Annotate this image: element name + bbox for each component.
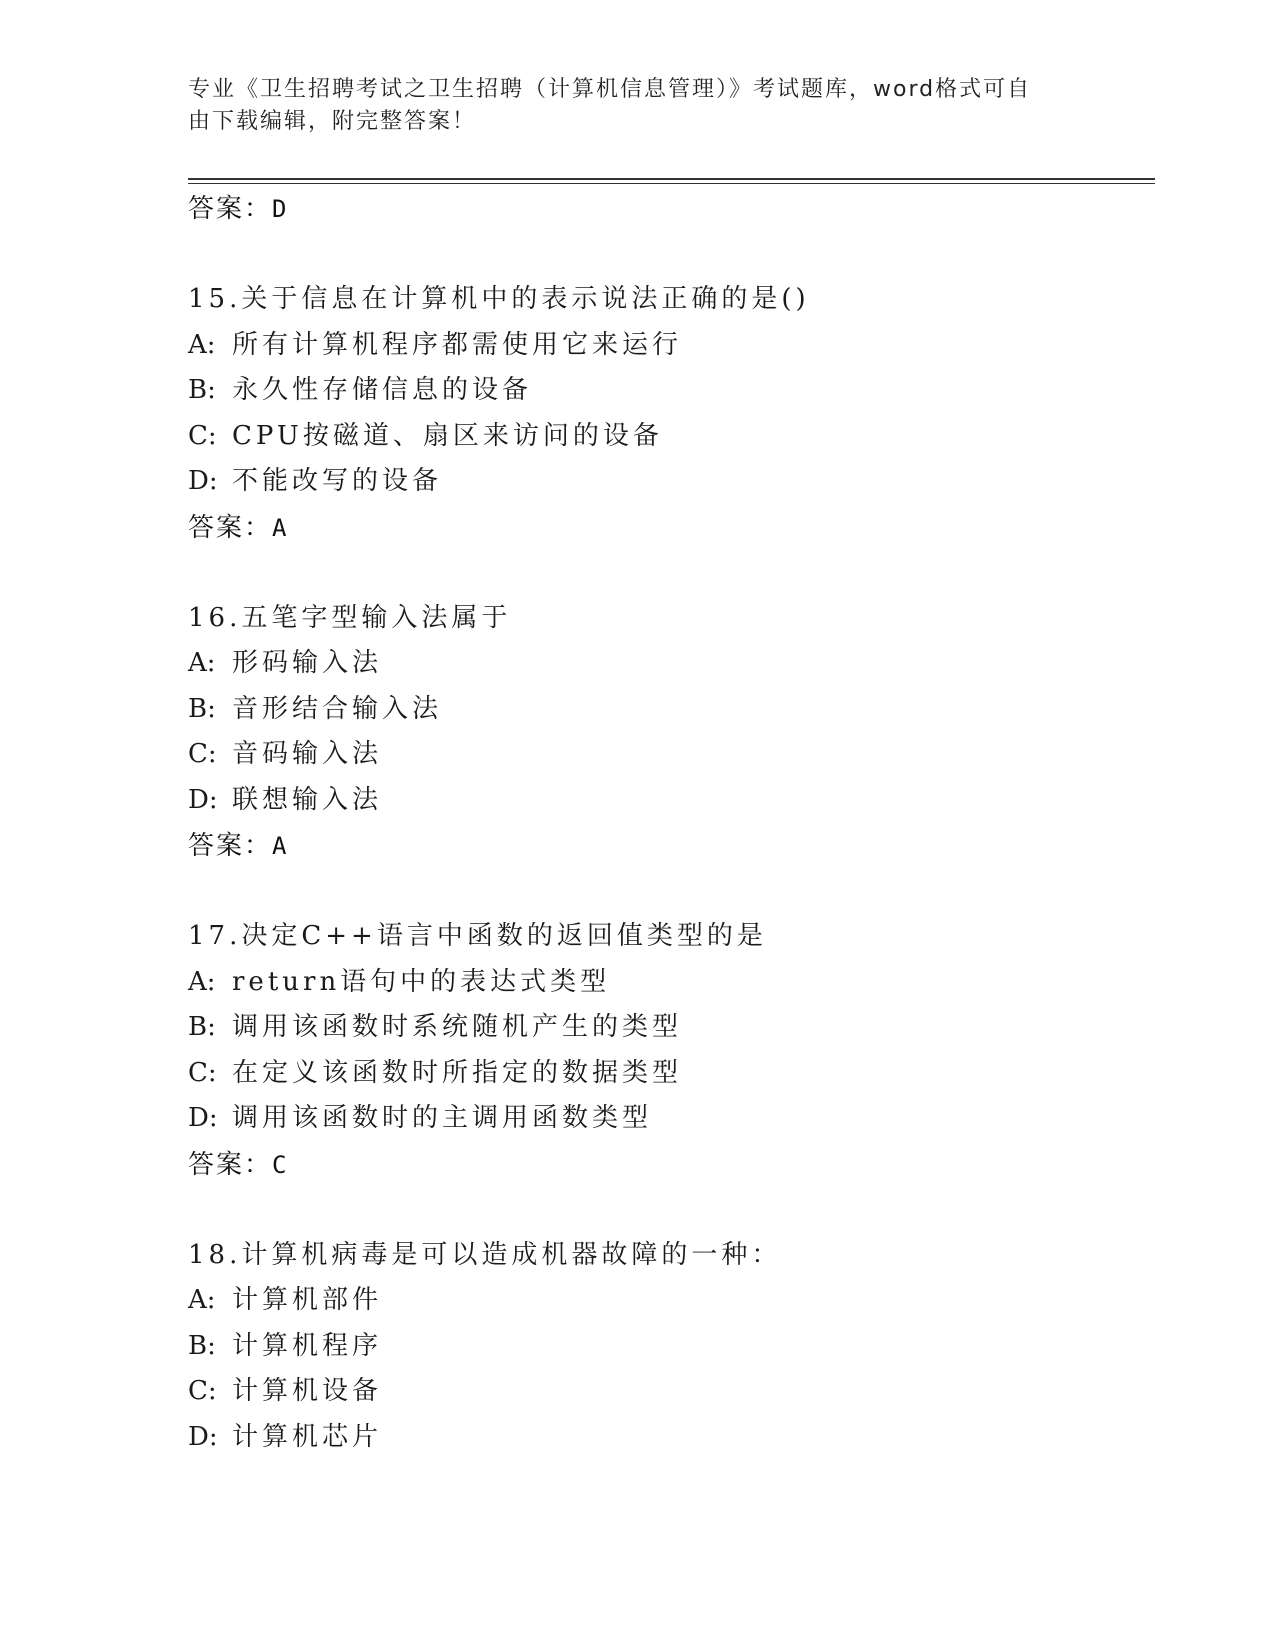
answer-line bbox=[188, 505, 1155, 551]
option-key: D: bbox=[188, 1421, 218, 1452]
option-key: A: bbox=[188, 1285, 216, 1315]
answer-value: A bbox=[272, 513, 289, 542]
option-a bbox=[188, 641, 1155, 687]
question-15 bbox=[188, 277, 1155, 551]
option-c bbox=[188, 414, 1155, 460]
answer-line-previous bbox=[188, 186, 1155, 232]
option-key: A: bbox=[188, 648, 216, 678]
header-line-1: 专业《卫生招聘考试之卫生招聘（计算机信息管理）》考试题库，word格式可自 bbox=[188, 77, 1032, 102]
answer-label: 答案： bbox=[188, 1149, 273, 1180]
header-line-2: 由下载编辑，附完整答案！ bbox=[188, 109, 477, 134]
option-key: B: bbox=[188, 1330, 216, 1361]
option-a bbox=[188, 1278, 1155, 1324]
header-divider-thin bbox=[188, 183, 1155, 184]
option-key: D: bbox=[188, 1103, 218, 1133]
option-b bbox=[188, 1324, 1155, 1370]
option-key: A: bbox=[188, 966, 216, 997]
option-a bbox=[188, 323, 1155, 369]
question-stem: 18.计算机病毒是可以造成机器故障的一种： bbox=[188, 1239, 782, 1270]
option-text: return语句中的表达式类型 bbox=[232, 966, 611, 997]
option-key: C: bbox=[188, 420, 217, 451]
option-text: 形码输入法 bbox=[232, 648, 383, 678]
option-text: 计算机设备 bbox=[232, 1376, 383, 1406]
answer-label: 答案： bbox=[188, 831, 273, 861]
option-key: B: bbox=[188, 693, 216, 724]
option-c bbox=[188, 732, 1155, 778]
question-list bbox=[188, 186, 1155, 1460]
answer-label: 答案： bbox=[188, 512, 273, 543]
question-16 bbox=[188, 596, 1155, 870]
option-text: CPU按磁道、扇区来访问的设备 bbox=[232, 420, 663, 451]
question-17 bbox=[188, 914, 1155, 1188]
option-key: C: bbox=[188, 739, 217, 769]
option-text: 计算机部件 bbox=[232, 1285, 383, 1315]
option-text: 音形结合输入法 bbox=[232, 693, 443, 724]
option-d bbox=[188, 778, 1155, 824]
option-text: 调用该函数时的主调用函数类型 bbox=[232, 1103, 653, 1133]
option-text: 联想输入法 bbox=[232, 784, 383, 815]
option-d bbox=[188, 459, 1155, 505]
answer-value: A bbox=[272, 832, 289, 860]
option-d bbox=[188, 1096, 1155, 1142]
option-key: A: bbox=[188, 329, 216, 360]
question-18 bbox=[188, 1233, 1155, 1461]
option-text: 所有计算机程序都需使用它来运行 bbox=[232, 329, 683, 360]
answer-line bbox=[188, 1142, 1155, 1188]
option-a bbox=[188, 960, 1155, 1006]
option-text: 调用该函数时系统随机产生的类型 bbox=[232, 1012, 683, 1042]
answer-line bbox=[188, 823, 1155, 869]
header-divider-thick bbox=[188, 178, 1155, 180]
answer-value: C bbox=[272, 1150, 289, 1179]
question-stem: 17.决定C++语言中函数的返回值类型的是 bbox=[188, 921, 767, 951]
option-key: B: bbox=[188, 375, 216, 405]
option-text: 音码输入法 bbox=[232, 739, 383, 769]
option-c bbox=[188, 1369, 1155, 1415]
answer-value: D bbox=[272, 195, 289, 223]
option-key: B: bbox=[188, 1012, 216, 1042]
option-d bbox=[188, 1415, 1155, 1461]
option-text: 不能改写的设备 bbox=[232, 466, 443, 496]
option-key: D: bbox=[188, 784, 218, 815]
option-b bbox=[188, 1005, 1155, 1051]
option-key: D: bbox=[188, 466, 218, 496]
option-key: C: bbox=[188, 1057, 217, 1088]
option-text: 计算机芯片 bbox=[232, 1421, 383, 1452]
option-c bbox=[188, 1051, 1155, 1097]
question-stem: 15.关于信息在计算机中的表示说法正确的是() bbox=[188, 284, 810, 314]
question-stem: 16.五笔字型输入法属于 bbox=[188, 602, 512, 633]
option-text: 计算机程序 bbox=[232, 1330, 383, 1361]
option-b bbox=[188, 368, 1155, 414]
document-header bbox=[188, 74, 1088, 138]
answer-label: 答案： bbox=[188, 194, 273, 224]
option-key: C: bbox=[188, 1376, 217, 1406]
option-b bbox=[188, 687, 1155, 733]
option-text: 永久性存储信息的设备 bbox=[232, 375, 533, 405]
option-text: 在定义该函数时所指定的数据类型 bbox=[232, 1057, 683, 1088]
